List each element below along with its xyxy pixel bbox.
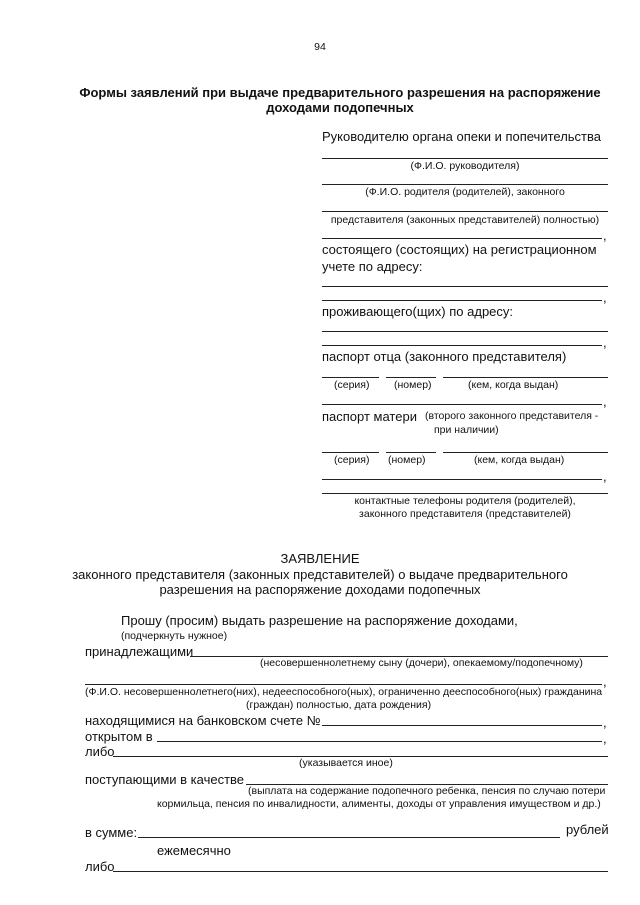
father-issued-caption: (кем, когда выдан) [468,379,559,391]
monthly-label: ежемесячно [157,843,231,858]
father-passport-label: паспорт отца (законного представителя) [322,349,567,364]
head-name-caption: (Ф.И.О. руководителя) [410,160,520,172]
mother-passport-note-2: при наличии) [434,424,499,436]
mother-passport-label: паспорт матери [322,409,417,424]
parent-name-line[interactable] [322,184,608,185]
amount-line[interactable] [138,837,560,838]
or-label: либо [85,859,115,874]
residing-label: проживающего(щих) по адресу: [322,304,514,319]
or-line[interactable] [113,871,608,872]
father-issued-line[interactable] [443,377,608,378]
statement-heading: ЗАЯВЛЕНИЕ [280,551,360,566]
mother-passport-line-2[interactable] [322,479,602,480]
registered-label-2: учете по адресу: [322,259,423,274]
request-text: Прошу (просим) выдать разрешение на распоряжение доходами, [121,613,518,628]
phones-caption-2: законного представителя (представителей) [359,508,571,520]
rubles-label: рублей [566,822,609,837]
comma-mark: , [603,394,607,409]
father-number-line[interactable] [386,377,436,378]
page-title-line-1: Формы заявлений при выдаче предварительного разрешения на распоряжение [79,85,601,100]
bank-account-line[interactable] [322,725,602,726]
comma-mark: , [603,335,607,350]
income-caption-1: (выплата на содержание подопечного ребенка, пенсия по случаю потери [248,785,606,797]
fio-line[interactable] [85,684,602,685]
statement-subheading-2: разрешения на распоряжение доходами подопечных [159,582,481,597]
comma-mark: , [603,731,607,746]
fio-caption-1: (Ф.И.О. несовершеннолетнего(них), недееспособного(ных), ограниченно дееспособного(ных) гражданина [85,686,603,698]
received-as-label: поступающими в качестве [85,772,245,787]
mother-passport-note-1: (второго законного представителя - [425,410,599,422]
residing-address-line-1[interactable] [322,331,608,332]
father-passport-line-2[interactable] [322,404,602,405]
mother-issued-line[interactable] [443,452,608,453]
comma-mark: , [603,674,607,689]
mother-issued-caption: (кем, когда выдан) [474,454,565,466]
mother-number-line[interactable] [386,452,436,453]
income-caption-2: кормильца, пенсия по инвалидности, алименты, доходы от управления имуществом и др.) [157,798,601,810]
residing-address-line-2[interactable] [322,345,602,346]
father-series-line[interactable] [322,377,379,378]
head-name-line[interactable] [322,158,608,159]
phones-line[interactable] [322,493,608,494]
parent-name-caption-1: (Ф.И.О. родителя (родителей), законного [365,186,565,198]
comma-mark: , [603,469,607,484]
opened-at-label: открытом в [85,729,153,744]
page-number: 94 [314,41,326,53]
phones-caption-1: контактные телефоны родителя (родителей), [354,495,576,507]
mother-series-caption: (серия) [334,454,370,466]
statement-subheading-1: законного представителя (законных представителей) о выдаче предварительного [72,567,568,582]
parent-name-line-3[interactable] [322,238,602,239]
opened-at-line[interactable] [157,741,602,742]
mother-number-caption: (номер) [388,454,426,466]
registered-address-line-2[interactable] [322,300,602,301]
bank-account-label: находящимися на банковском счете № [85,713,321,728]
parent-name-caption-2: представителя (законных представителей) полностью) [330,214,600,226]
other-caption: (указывается иное) [299,757,393,769]
registered-label-1: состоящего (состоящих) на регистрационном [322,242,597,257]
amount-label: в сумме: [85,825,138,840]
father-series-caption: (серия) [334,379,370,391]
comma-mark: , [603,290,607,305]
fio-caption-2: (граждан) полностью, дата рождения) [246,699,432,711]
mother-series-line[interactable] [322,452,379,453]
parent-name-line-2[interactable] [322,211,608,212]
underline-note: (подчеркнуть нужное) [121,630,228,642]
registered-address-line-1[interactable] [322,286,608,287]
page-title-line-2: доходами подопечных [266,100,414,115]
minor-caption: (несовершеннолетнему сыну (дочери), опекаемому/подопечному) [260,657,583,669]
comma-mark: , [603,715,607,730]
addressee-label: Руководителю органа опеки и попечительства [322,129,601,144]
father-number-caption: (номер) [394,379,432,391]
comma-mark: , [603,228,607,243]
belonging-label: принадлежащими [85,644,194,659]
or-label: либо [85,744,115,759]
